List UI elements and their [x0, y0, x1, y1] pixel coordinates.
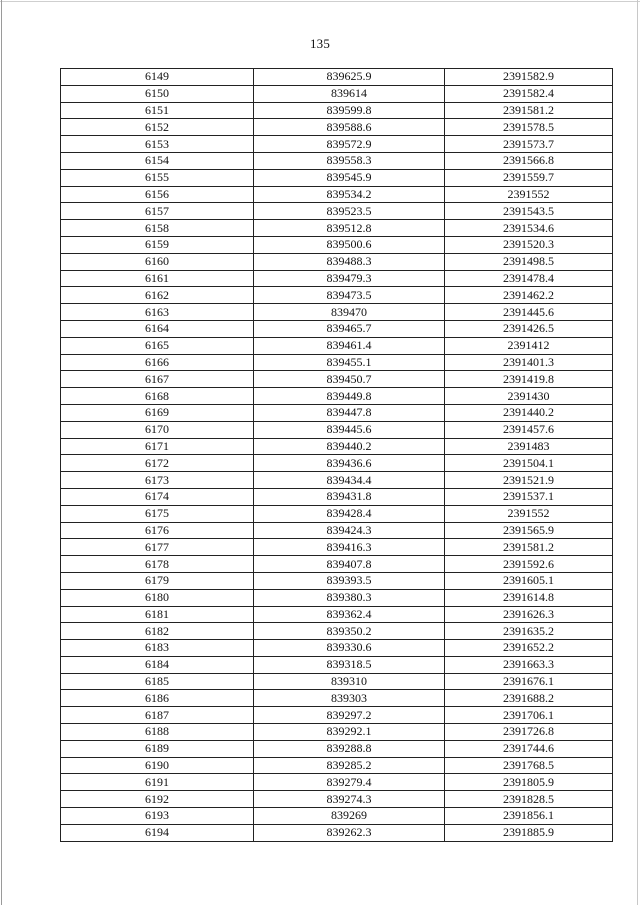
- y-coordinate-cell: 2391614.8: [445, 589, 613, 606]
- x-coordinate-cell: 839380.3: [254, 589, 445, 606]
- x-coordinate-cell: 839428.4: [254, 505, 445, 522]
- y-coordinate-cell: 2391521.9: [445, 472, 613, 489]
- point-number-cell: 6185: [61, 673, 254, 690]
- table-row: [61, 656, 613, 673]
- x-coordinate-cell: 839330.6: [254, 640, 445, 657]
- table-row: [61, 472, 613, 489]
- y-coordinate-cell: 2391462.2: [445, 287, 613, 304]
- x-coordinate-cell: 839434.4: [254, 472, 445, 489]
- y-coordinate-cell: 2391504.1: [445, 455, 613, 472]
- y-coordinate-cell: 2391543.5: [445, 203, 613, 220]
- y-coordinate-cell: 2391520.3: [445, 236, 613, 253]
- table-row: [61, 724, 613, 741]
- scan-top-edge: [0, 1, 640, 2]
- x-coordinate-cell: 839362.4: [254, 606, 445, 623]
- table-row: [61, 270, 613, 287]
- x-coordinate-cell: 839545.9: [254, 169, 445, 186]
- point-number-cell: 6151: [61, 102, 254, 119]
- x-coordinate-cell: 839318.5: [254, 656, 445, 673]
- point-number-cell: 6168: [61, 388, 254, 405]
- point-number-cell: 6154: [61, 152, 254, 169]
- table-row: [61, 388, 613, 405]
- x-coordinate-cell: 839488.3: [254, 253, 445, 270]
- table-row: [61, 572, 613, 589]
- x-coordinate-cell: 839407.8: [254, 556, 445, 573]
- point-number-cell: 6157: [61, 203, 254, 220]
- table-row: [61, 404, 613, 421]
- point-number-cell: 6188: [61, 724, 254, 741]
- x-coordinate-cell: 839558.3: [254, 152, 445, 169]
- x-coordinate-cell: 839285.2: [254, 757, 445, 774]
- x-coordinate-cell: 839274.3: [254, 791, 445, 808]
- point-number-cell: 6164: [61, 320, 254, 337]
- table-row: [61, 606, 613, 623]
- coordinates-table: [60, 68, 613, 842]
- point-number-cell: 6172: [61, 455, 254, 472]
- point-number-cell: 6190: [61, 757, 254, 774]
- point-number-cell: 6167: [61, 371, 254, 388]
- table-row: [61, 808, 613, 825]
- y-coordinate-cell: 2391635.2: [445, 623, 613, 640]
- y-coordinate-cell: 2391566.8: [445, 152, 613, 169]
- point-number-cell: 6194: [61, 824, 254, 841]
- y-coordinate-cell: 2391445.6: [445, 304, 613, 321]
- x-coordinate-cell: 839473.5: [254, 287, 445, 304]
- y-coordinate-cell: 2391552: [445, 186, 613, 203]
- table-row: [61, 320, 613, 337]
- table-row: [61, 740, 613, 757]
- y-coordinate-cell: 2391676.1: [445, 673, 613, 690]
- y-coordinate-cell: 2391498.5: [445, 253, 613, 270]
- x-coordinate-cell: 839288.8: [254, 740, 445, 757]
- table-row: [61, 287, 613, 304]
- point-number-cell: 6191: [61, 774, 254, 791]
- y-coordinate-cell: 2391828.5: [445, 791, 613, 808]
- point-number-cell: 6177: [61, 539, 254, 556]
- table-row: [61, 203, 613, 220]
- y-coordinate-cell: 2391457.6: [445, 421, 613, 438]
- x-coordinate-cell: 839447.8: [254, 404, 445, 421]
- point-number-cell: 6166: [61, 354, 254, 371]
- table-row: [61, 136, 613, 153]
- table-row: [61, 119, 613, 136]
- x-coordinate-cell: 839599.8: [254, 102, 445, 119]
- x-coordinate-cell: 839431.8: [254, 488, 445, 505]
- x-coordinate-cell: 839572.9: [254, 136, 445, 153]
- x-coordinate-cell: 839465.7: [254, 320, 445, 337]
- table-row: [61, 505, 613, 522]
- x-coordinate-cell: 839424.3: [254, 522, 445, 539]
- table-row: [61, 337, 613, 354]
- point-number-cell: 6174: [61, 488, 254, 505]
- point-number-cell: 6161: [61, 270, 254, 287]
- x-coordinate-cell: 839588.6: [254, 119, 445, 136]
- y-coordinate-cell: 2391565.9: [445, 522, 613, 539]
- x-coordinate-cell: 839523.5: [254, 203, 445, 220]
- y-coordinate-cell: 2391626.3: [445, 606, 613, 623]
- table-row: [61, 152, 613, 169]
- table-row: [61, 354, 613, 371]
- point-number-cell: 6184: [61, 656, 254, 673]
- y-coordinate-cell: 2391652.2: [445, 640, 613, 657]
- x-coordinate-cell: 839479.3: [254, 270, 445, 287]
- page-number: 135: [309, 36, 331, 51]
- x-coordinate-cell: 839393.5: [254, 572, 445, 589]
- point-number-cell: 6152: [61, 119, 254, 136]
- x-coordinate-cell: 839262.3: [254, 824, 445, 841]
- y-coordinate-cell: 2391440.2: [445, 404, 613, 421]
- point-number-cell: 6183: [61, 640, 254, 657]
- coordinates-table-body: [61, 69, 613, 842]
- y-coordinate-cell: 2391688.2: [445, 690, 613, 707]
- x-coordinate-cell: 839461.4: [254, 337, 445, 354]
- table-row: [61, 757, 613, 774]
- y-coordinate-cell: 2391412: [445, 337, 613, 354]
- y-coordinate-cell: 2391605.1: [445, 572, 613, 589]
- point-number-cell: 6169: [61, 404, 254, 421]
- x-coordinate-cell: 839436.6: [254, 455, 445, 472]
- y-coordinate-cell: 2391706.1: [445, 707, 613, 724]
- point-number-cell: 6187: [61, 707, 254, 724]
- point-number-cell: 6181: [61, 606, 254, 623]
- y-coordinate-cell: 2391805.9: [445, 774, 613, 791]
- table-row: [61, 186, 613, 203]
- x-coordinate-cell: 839279.4: [254, 774, 445, 791]
- y-coordinate-cell: 2391419.8: [445, 371, 613, 388]
- y-coordinate-cell: 2391581.2: [445, 539, 613, 556]
- point-number-cell: 6156: [61, 186, 254, 203]
- table-row: [61, 438, 613, 455]
- point-number-cell: 6176: [61, 522, 254, 539]
- x-coordinate-cell: 839455.1: [254, 354, 445, 371]
- table-row: [61, 824, 613, 841]
- table-row: [61, 69, 613, 86]
- y-coordinate-cell: 2391856.1: [445, 808, 613, 825]
- x-coordinate-cell: 839416.3: [254, 539, 445, 556]
- table-row: [61, 488, 613, 505]
- y-coordinate-cell: 2391401.3: [445, 354, 613, 371]
- point-number-cell: 6179: [61, 572, 254, 589]
- y-coordinate-cell: 2391578.5: [445, 119, 613, 136]
- point-number-cell: 6173: [61, 472, 254, 489]
- point-number-cell: 6186: [61, 690, 254, 707]
- table-row: [61, 102, 613, 119]
- point-number-cell: 6180: [61, 589, 254, 606]
- point-number-cell: 6153: [61, 136, 254, 153]
- point-number-cell: 6165: [61, 337, 254, 354]
- x-coordinate-cell: 839303: [254, 690, 445, 707]
- y-coordinate-cell: 2391426.5: [445, 320, 613, 337]
- x-coordinate-cell: 839534.2: [254, 186, 445, 203]
- point-number-cell: 6178: [61, 556, 254, 573]
- table-row: [61, 371, 613, 388]
- table-row: [61, 640, 613, 657]
- point-number-cell: 6155: [61, 169, 254, 186]
- table-row: [61, 673, 613, 690]
- table-row: [61, 623, 613, 640]
- table-row: [61, 455, 613, 472]
- table-row: [61, 85, 613, 102]
- point-number-cell: 6182: [61, 623, 254, 640]
- x-coordinate-cell: 839500.6: [254, 236, 445, 253]
- x-coordinate-cell: 839450.7: [254, 371, 445, 388]
- y-coordinate-cell: 2391663.3: [445, 656, 613, 673]
- x-coordinate-cell: 839269: [254, 808, 445, 825]
- point-number-cell: 6162: [61, 287, 254, 304]
- table-row: [61, 169, 613, 186]
- x-coordinate-cell: 839512.8: [254, 220, 445, 237]
- point-number-cell: 6149: [61, 69, 254, 86]
- point-number-cell: 6158: [61, 220, 254, 237]
- point-number-cell: 6193: [61, 808, 254, 825]
- point-number-cell: 6170: [61, 421, 254, 438]
- table-row: [61, 589, 613, 606]
- x-coordinate-cell: 839440.2: [254, 438, 445, 455]
- table-row: [61, 304, 613, 321]
- point-number-cell: 6150: [61, 85, 254, 102]
- y-coordinate-cell: 2391582.4: [445, 85, 613, 102]
- point-number-cell: 6163: [61, 304, 254, 321]
- table-row: [61, 220, 613, 237]
- table-row: [61, 774, 613, 791]
- table-row: [61, 707, 613, 724]
- x-coordinate-cell: 839470: [254, 304, 445, 321]
- x-coordinate-cell: 839297.2: [254, 707, 445, 724]
- point-number-cell: 6159: [61, 236, 254, 253]
- x-coordinate-cell: 839292.1: [254, 724, 445, 741]
- y-coordinate-cell: 2391534.6: [445, 220, 613, 237]
- table-row: [61, 421, 613, 438]
- table-row: [61, 791, 613, 808]
- y-coordinate-cell: 2391581.2: [445, 102, 613, 119]
- y-coordinate-cell: 2391559.7: [445, 169, 613, 186]
- x-coordinate-cell: 839350.2: [254, 623, 445, 640]
- point-number-cell: 6192: [61, 791, 254, 808]
- y-coordinate-cell: 2391744.6: [445, 740, 613, 757]
- table-row: [61, 539, 613, 556]
- point-number-cell: 6175: [61, 505, 254, 522]
- point-number-cell: 6189: [61, 740, 254, 757]
- y-coordinate-cell: 2391726.8: [445, 724, 613, 741]
- x-coordinate-cell: 839445.6: [254, 421, 445, 438]
- table-row: [61, 236, 613, 253]
- y-coordinate-cell: 2391552: [445, 505, 613, 522]
- point-number-cell: 6171: [61, 438, 254, 455]
- table-row: [61, 253, 613, 270]
- y-coordinate-cell: 2391573.7: [445, 136, 613, 153]
- table-row: [61, 690, 613, 707]
- y-coordinate-cell: 2391483: [445, 438, 613, 455]
- y-coordinate-cell: 2391582.9: [445, 69, 613, 86]
- y-coordinate-cell: 2391537.1: [445, 488, 613, 505]
- x-coordinate-cell: 839625.9: [254, 69, 445, 86]
- x-coordinate-cell: 839449.8: [254, 388, 445, 405]
- y-coordinate-cell: 2391768.5: [445, 757, 613, 774]
- scan-left-edge: [1, 0, 2, 905]
- y-coordinate-cell: 2391430: [445, 388, 613, 405]
- y-coordinate-cell: 2391885.9: [445, 824, 613, 841]
- x-coordinate-cell: 839614: [254, 85, 445, 102]
- y-coordinate-cell: 2391478.4: [445, 270, 613, 287]
- table-row: [61, 522, 613, 539]
- y-coordinate-cell: 2391592.6: [445, 556, 613, 573]
- scan-right-edge: [637, 0, 638, 905]
- table-row: [61, 556, 613, 573]
- x-coordinate-cell: 839310: [254, 673, 445, 690]
- point-number-cell: 6160: [61, 253, 254, 270]
